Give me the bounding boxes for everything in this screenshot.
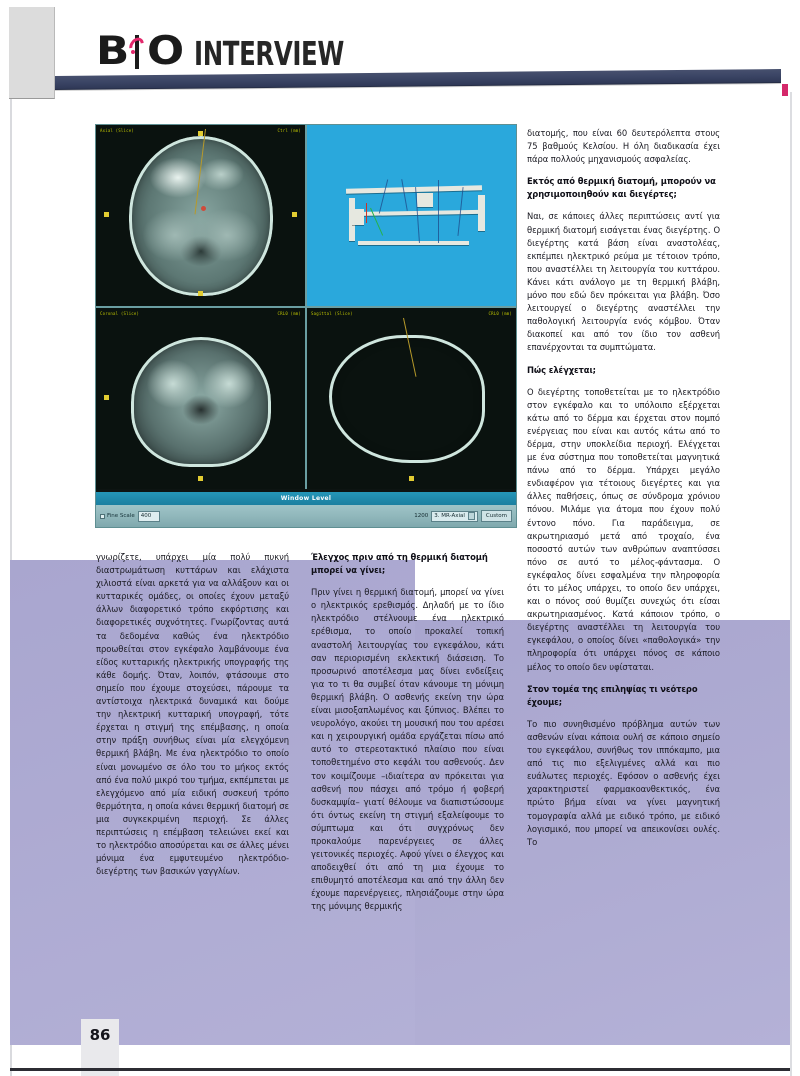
- mri-viewport-grid: [96, 125, 516, 489]
- rig-block-left: [352, 209, 364, 225]
- series-select-value: 3. MR-Axial: [434, 513, 465, 519]
- pane-label-sagittal-top-left: Sagittal (Slice): [311, 311, 353, 316]
- article-column-1: [96, 551, 289, 878]
- rig-guide-line-2: [402, 179, 409, 211]
- fine-scale-checkbox[interactable]: [100, 513, 135, 519]
- rig-post-right: [478, 195, 485, 232]
- mri-pane-stereotactic-frame[interactable]: [307, 125, 516, 306]
- fine-scale-input[interactable]: 400: [138, 511, 160, 522]
- col3-question-1: Εκτός από θερμική διατομή, μπορούν να χρησιμοποιηθούν και διεγέρτες;: [527, 176, 716, 200]
- col3-question-2: Πώς ελέγχεται;: [527, 364, 596, 375]
- figure-medical-imaging-screenshot: [96, 125, 516, 527]
- stereotactic-frame-rig: [336, 176, 491, 256]
- brain-sagittal-image: [329, 335, 485, 463]
- viewer-toolbar[interactable]: [96, 505, 516, 527]
- window-width-value: 1200: [414, 513, 429, 519]
- col3-intro: διατομής, που είναι 60 δευτερόλεπτα στους 75 βαθμούς Κελσίου. Η όλη διαδικασία έχει πάρα πολλούς μηχανισμούς ασφαλείας.: [527, 128, 720, 165]
- col1-paragraph-1: γνωρίζετε, υπάρχει μία πολύ πυκνή διαστρωμάτωση κυττάρων και ελάχιστα χιλιοστά είναι αρκετά για να αλλάξουν και οι κυτταρικές ομάδες, οι οποίες έχουν μεταξύ άλλων διαφορετικό τρόπο εκφόρτισης και διαφορετικές συχνότητες. Γνωρίζοντας αυτά τα δεδομένα καθώς ένα ηλεκτρόδιο προωθείται στον εγκέφαλο λαμβάνουμε ένα είδος κυτταρικής ηλεκτρικής υπογραφής της κάθε δομής. Όταν, λοιπόν, φτάσουμε στο σημείο που έχουμε στοχεύσει, πάρουμε τα αντίστοιχα ηλεκτρικά δυναμικά και δούμε την ηλεκτρική κυτταρική υπογραφή, τότε έρχεται η στιγμή της επέμβασης, η οποία στην πράξη συνήθως είναι μία ελεγχόμενη θερμική βλάβη. Με ένα ηλεκτρόδιο το οποίο είναι μονωμένο σε όλο του το μήκος εκτός από ένα πολύ μικρό του τμήμα, εκπέμπεται με ελεγχόμενο από μία ειδική συσκευή τρόπο θερμότητα, η οποία κάνει θερμική διατομή σε μια συγκεκριμένη περιοχή. Σε άλλες περιπτώσεις η επέμβαση τελειώνει εκεί και το ηλεκτρόδιο αποσύρεται και σε άλλες μένει μόνιμα ένα εμφυτευμένο ηλεκτρόδιο-διεγέρτης των βασικών γαγγλίων.: [96, 552, 289, 877]
- checkbox-icon[interactable]: [100, 514, 105, 519]
- col3-answer-1: Ναι, σε κάποιες άλλες περιπτώσεις αντί για θερμική διατομή εισάγεται ένας διεγέρτης. Ο διεγέρτης κατά βάση είναι αναστολέας, εκπέμπει ηλεκτρικό ρεύμα με τέτοιον τρόπο, που αναστέλλει τη λειτουργία του κυττάρου. Κάνει κάτι ανάλογο με τη θερμική βλάβη, μόνο που εδώ δεν πρόκειται για βλάβη. Όσο λειτουργεί ο διεγέρτης αναστέλλει την παθολογική λειτουργία ενός κόμβου. Όταν διακοπεί και από τον ίδιο τον ασθενή επανέρχονται τα συμπτώματα.: [527, 211, 720, 353]
- mri-pane-axial[interactable]: [96, 125, 305, 306]
- coronal-tick-bottom: [198, 476, 203, 481]
- logo-letter-i-icon: [130, 33, 143, 71]
- chevron-down-icon[interactable]: [468, 512, 475, 520]
- mri-pane-sagittal[interactable]: [307, 308, 516, 489]
- sagittal-tick-bottom: [409, 476, 414, 481]
- logo-i-dot-icon: [131, 50, 135, 54]
- rig-guide-line-1: [378, 179, 387, 213]
- viewer-window-level-titlebar: [96, 492, 516, 505]
- article-column-3: [527, 127, 720, 849]
- pane-label-coronal-top-right: CRL0 (mm): [277, 311, 301, 316]
- viewer-titlebar-label: Window Level: [280, 495, 332, 502]
- mri-pane-coronal[interactable]: [96, 308, 305, 489]
- page-edge-right: [790, 0, 792, 1076]
- page-bottom-rule: [10, 1068, 790, 1071]
- coronal-tick-left: [104, 395, 109, 400]
- pane-label-coronal-top-left: Coronal (Slice): [100, 311, 140, 316]
- rig-trajectory-red: [366, 203, 367, 223]
- axial-tick-left: [104, 212, 109, 217]
- masthead-grey-block: [9, 7, 55, 99]
- logo-letter-o: O: [146, 29, 183, 74]
- axial-tick-top: [198, 131, 203, 136]
- logo-section-title: INTERVIEW: [193, 34, 344, 73]
- brain-coronal-image: [131, 337, 271, 467]
- col2-question: Έλεγχος πριν από τη θερμική διατομή μπορεί να γίνει;: [311, 552, 488, 576]
- series-select[interactable]: [431, 511, 478, 522]
- page-number: 86: [89, 1026, 111, 1044]
- masthead: [0, 0, 800, 92]
- logo-i-swoosh-icon: [126, 34, 146, 55]
- rig-bar-bottom: [358, 241, 469, 245]
- magazine-logo: [96, 29, 397, 74]
- col2-answer: Πριν γίνει η θερμική διατομή, μπορεί να γίνει ο ηλεκτρικός ερεθισμός. Δηλαδή με το ίδιο ηλεκτρόδιο στέλνουμε ένα ηλεκτρικό ερέθισμα, το οποίο προκαλεί τοπική αναστολή λειτουργίας του εγκεφάλου, κάτι σαν περιορισμένη εκλεκτική διάσειση. Το προσωρινό αποτέλεσμα μας δίνει ενδείξεις για το τι θα συμβεί όταν κάνουμε τη μόνιμη θερμική βλάβη. Ο ασθενής εκείνη την ώρα είναι μισοξαπλωμένος και ξύπνιος. Βλέπει το νευρολόγο, ακούει τη μουσική που του αρέσει και η χειρουργική ομάδα εργάζεται πίσω από αυτό το στερεοτακτικό πλαίσιο που είναι τοποθετημένο στο κεφάλι του ασθενούς. Δεν τον κοιμίζουμε –ιδιαίτερα αν πρόκειται για ασθενή που πάσχει από τρόμο ή φοβερή δυσκαμψία– γιατί θέλουμε να διαπιστώσουμε ότι όντως εκείνη τη στιγμή εξαλείφουμε το σύμπτωμα και ότι συγχρόνως δεν προκαλούμε παρενέργειες σε άλλες γειτονικές περιοχές. Αφού γίνει ο έλεγχος και αποδειχθεί ότι από τη μια έχουμε το επιθυμητό αποτέλεσμα και από την άλλη δεν έχουμε παρενέργειες, πλησιάζουμε στην ώρα της μόνιμης θερμικής: [311, 587, 504, 912]
- col3-answer-3: Το πιο συνηθισμένο πρόβλημα αυτών των ασθενών είναι κάποια ουλή σε κάποιο σημείο του εγκεφάλου, συνήθως τον ιππόκαμπο, μια από τις πιο εξελιγμένες αλλά και πιο ευάλωτες περιοχές. Εφόσον ο ασθενής έχει χαρακτηριστεί φαρμακοανθεκτικός, ένα πρώτο βήμα είναι να γίνει μαγνητική τομογραφία αλλά με ειδικό τρόπο, με ειδικό λογισμικό, που μπορεί να απεικονίσει ουλές. Το: [527, 718, 720, 847]
- masthead-rule-accent: [782, 84, 788, 96]
- pane-label-axial-top-right: Ctrl (mm): [277, 128, 301, 133]
- custom-button[interactable]: Custom: [481, 510, 512, 522]
- axial-tick-bottom: [198, 291, 203, 296]
- axial-tick-right: [292, 212, 297, 217]
- logo-letter-b: B: [96, 29, 129, 74]
- rig-block-center: [417, 193, 433, 207]
- logo-bio-wordmark: [96, 29, 183, 74]
- fine-scale-label: Fine Scale: [107, 513, 135, 519]
- article-column-2: [311, 551, 504, 914]
- col3-answer-2: Ο διεγέρτης τοποθετείται με το ηλεκτρόδιο στον εγκέφαλο και το υπόλοιπο εξέρχεται κάτω από το δέρμα και έρχεται στον πομπό ενέργειας που είναι και αυτός κάτω από το δέρμα, στην υποκλείδια περιοχή. Ελέγχεται με ένα σύστημα που τοποθετείται μαγνητικά πάνω από το δέρμα. Υπάρχει μεγάλο ενδιαφέρον για τέτοιους διεγέρτες και για άλλες παθήσεις, όπως σε σύνδρομα χρόνιου πόνου. Μιλάμε για άτομα που έχουν πολύ έντονο πόνο. Για παράδειγμα, σε ακρωτηριασμό μετά από τροχαίο, ένα ποσοστό αυτών των ανθρώπων αναπτύσσει πόνο σε αυτό το μέλος-φάντασμα. Ο εγκέφαλος δίνει εσφαλμένα την πληροφορία ότι το μέλος υπάρχει, το οποίο δεν υπάρχει, και ο πόνος σού θυμίζει συνεχώς ότι είσαι ακρωτηριασμένος. Κατά κάποιον τρόπο, ο διεγέρτης αναστέλλει τη λειτουργία του εγκεφάλου, ο οποίος δίνει «παθολογικά» την πληροφορία ότι υπάρχει πόνος σε κάποιο μέλος το οποίο δεν υφίσταται.: [527, 386, 720, 672]
- col3-question-3: Στον τομέα της επιληψίας τι νεότερο έχουμε;: [527, 683, 698, 707]
- pane-label-axial-top-left: Axial (Slice): [100, 128, 134, 133]
- rig-guide-line-3: [438, 180, 439, 242]
- pane-label-sagittal-top-right: CRL0 (mm): [488, 311, 512, 316]
